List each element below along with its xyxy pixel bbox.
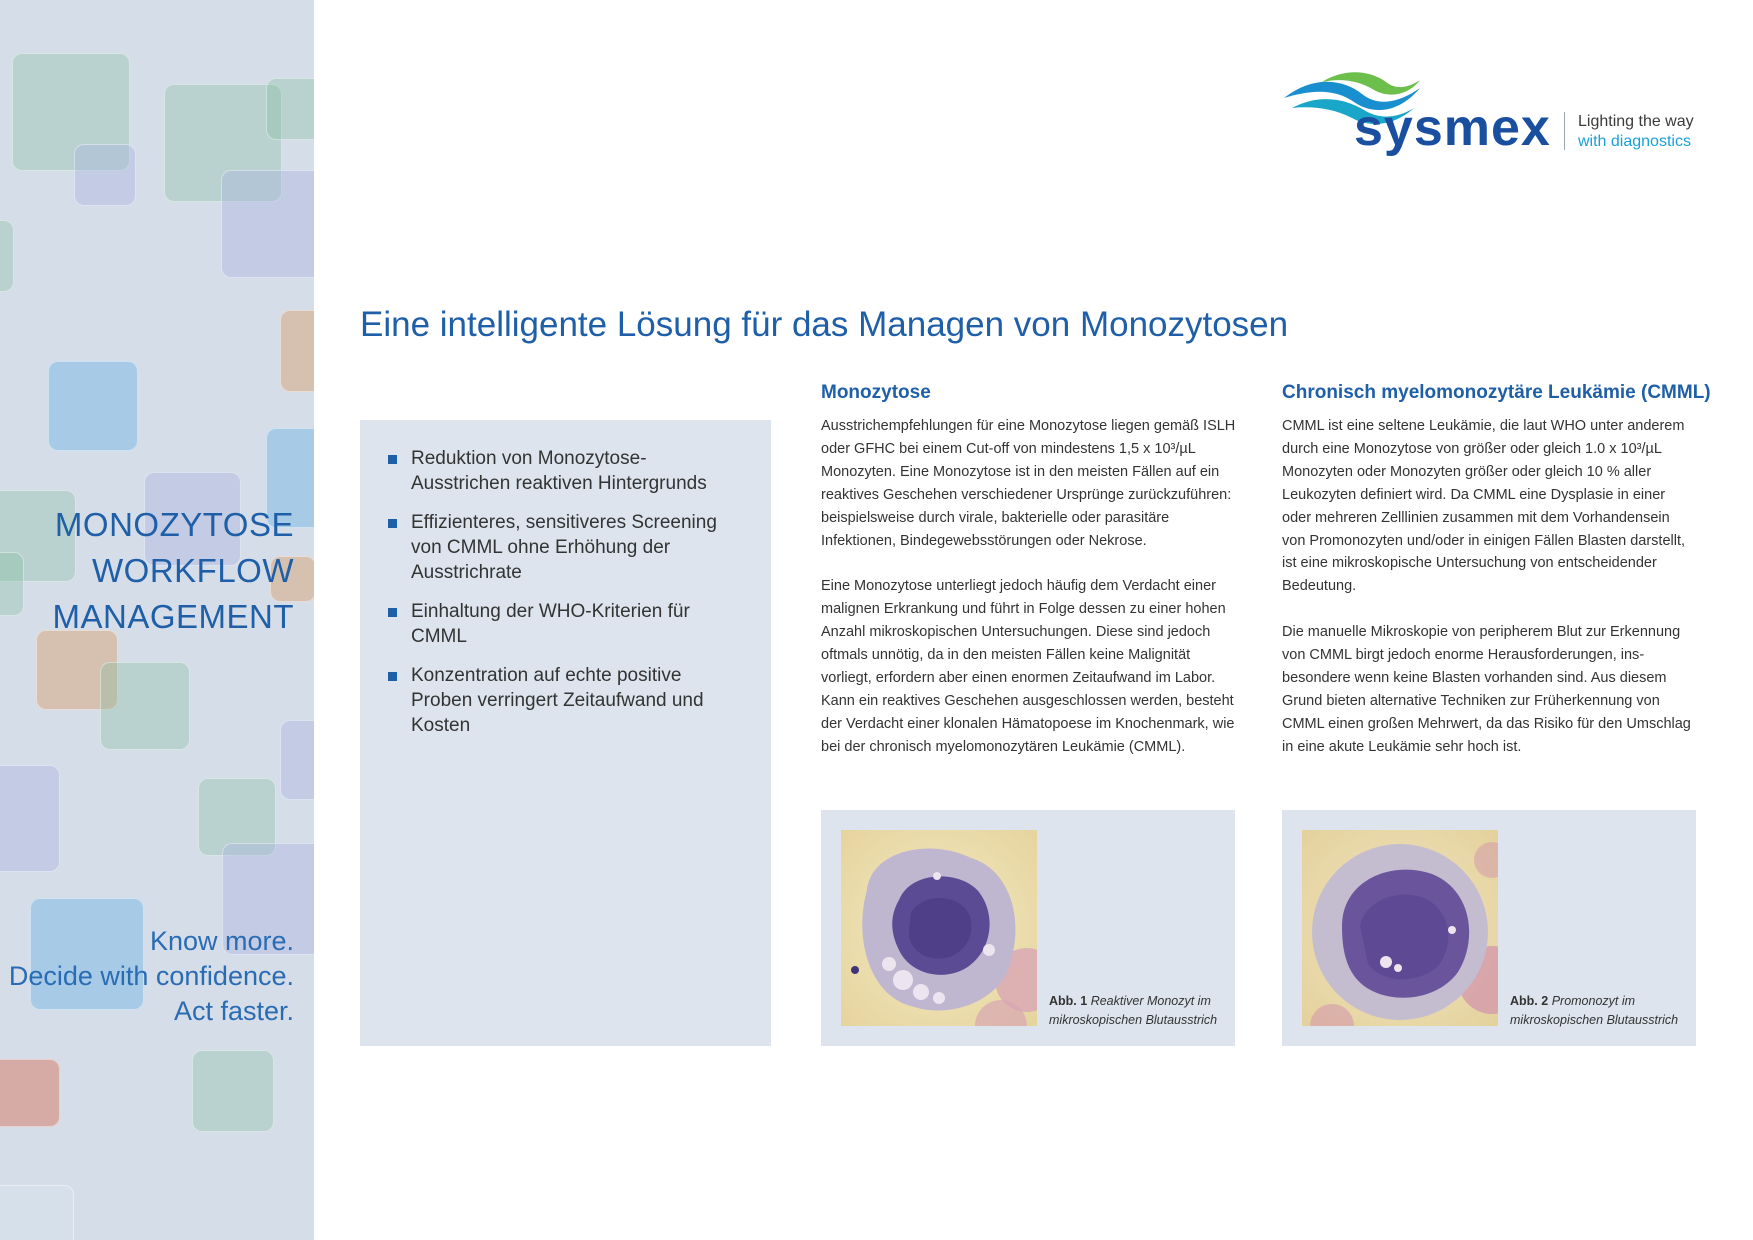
square-bullet-icon xyxy=(388,455,397,464)
sidebar-title-line: MONOZYTOSE xyxy=(54,506,294,543)
sidebar-title-line: MANAGEMENT xyxy=(52,598,294,635)
benefit-text: Effizienteres, sensitiveres Screening von CMML ohne Erhöhung der Ausstrichrate xyxy=(411,512,717,583)
body-paragraph: Eine Monozytose unterliegt jedoch häufig dem Verdacht einer malignen Erkrankung und führt in Folge dessen zu einer hohen Anzahl mikroskopischen Untersuchungen. Diese sind jedoch oftmals unnötig, da in den meisten Fällen keine Malignität vorliegt, erfordern aber einen enormen Zeitaufwand im Labor. Kann ein reaktives Geschehen ausgeschlossen werden, besteht der Verdacht einer klonalen Hämatopoese im Knochenmark, wie bei der chronisch myelomonozytären Leukämie (CMML). xyxy=(821,578,1235,755)
page-title: Eine intelligente Lösung für das Managen von Monozytosen xyxy=(360,305,1289,345)
sidebar-title xyxy=(0,502,294,640)
micrograph-reactive-monocyte xyxy=(841,830,1037,1026)
square-bullet-icon xyxy=(388,672,397,681)
body-paragraph: Die manuelle Mikroskopie von peripherem Blut zur Erkennung von CMML birgt jedoch enorme Herausforderungen, insbesondere wenn keine Blasten vorhanden sind. Aus diesem Grund bieten alternative Techniken zur Früherkennung von CMML einen großen Mehrwert, da das Risiko für den Umschlag in eine akute Leukämie sehr hoch ist. xyxy=(1282,624,1691,755)
sysmex-logo xyxy=(1282,68,1702,158)
column-heading: Chronisch myelomonozytäre Leukämie (CMML) xyxy=(1282,382,1711,403)
tagline-line: Act faster. xyxy=(173,996,294,1026)
figure-1 xyxy=(821,810,1235,1046)
benefit-text: Reduktion von Monozytose-Ausstrichen reaktiven Hintergrunds xyxy=(411,448,707,494)
logo-divider xyxy=(1564,112,1565,150)
decor-square xyxy=(280,310,314,392)
decor-square xyxy=(0,1185,74,1240)
key-benefits-box xyxy=(360,420,771,1046)
list-item xyxy=(388,599,743,649)
decor-square xyxy=(0,1059,60,1127)
figure-2 xyxy=(1282,810,1696,1046)
benefit-text: Konzentration auf echte positive Proben verringert Zeitaufwand und Kosten xyxy=(411,665,704,736)
list-item xyxy=(388,663,743,738)
micrograph-promonocyte xyxy=(1302,830,1498,1026)
figure-caption xyxy=(1049,992,1229,1030)
column-cmml xyxy=(1282,380,1711,782)
figure-label: Abb. 2 xyxy=(1510,994,1549,1008)
benefit-list xyxy=(360,420,771,738)
decor-square xyxy=(0,765,60,872)
decor-square xyxy=(221,170,314,278)
tagline-line: Decide with confidence. xyxy=(8,961,294,991)
figure-caption-text: Promonozyt im mikroskopischen Blutausstrich xyxy=(1510,994,1679,1027)
decor-square xyxy=(192,1050,274,1132)
body-paragraph: Ausstrichempfehlungen für eine Monozytose liegen gemäß ISLH oder GFHC bei einem Cut-off von mindestens 1,5 x 10³/µL Monozyten. Eine Monozytose ist in den meisten Fällen auf ein reaktives Geschehen verschiedener Ursprünge zurückzuführen: beispielsweise durch virale, bakterielle oder parasitäre Infektionen, Bindegewebsstörungen oder Nekrose. xyxy=(821,418,1236,549)
list-item xyxy=(388,446,743,496)
figure-caption-text: Reaktiver Monozyt im mikroskopischen Blutausstrich xyxy=(1049,994,1218,1027)
decor-square xyxy=(74,144,136,206)
decor-square xyxy=(280,720,314,800)
decor-square xyxy=(266,78,314,140)
decor-square xyxy=(48,361,138,451)
column-heading: Monozytose xyxy=(821,382,931,403)
benefit-text: Einhaltung der WHO-Kriterien für CMML xyxy=(411,601,690,647)
column-monozytose xyxy=(821,380,1236,782)
list-item xyxy=(388,510,743,585)
logo-tagline: Lighting the way xyxy=(1578,113,1694,130)
sidebar-tagline xyxy=(0,924,294,1029)
figure-caption xyxy=(1510,992,1690,1030)
figure-label: Abb. 1 xyxy=(1049,994,1088,1008)
logo-tagline-accent: with diagnostics xyxy=(1578,133,1691,150)
sidebar xyxy=(0,0,314,1240)
tagline-line: Know more. xyxy=(149,926,294,956)
square-bullet-icon xyxy=(388,608,397,617)
decor-square xyxy=(0,220,14,292)
square-bullet-icon xyxy=(388,519,397,528)
sidebar-title-line: WORKFLOW xyxy=(92,552,294,589)
body-paragraph: CMML ist eine seltene Leukämie, die laut WHO unter anderem durch eine Monozytose von größer oder gleich 1.0 x 10³/µL Monozyten oder Monozyten größer oder gleich 10 % aller Leukozyten definiert wird. Da CMML eine Dysplasie in einer oder mehreren Zelllinien zusammen mit dem Vorhandensein von Promonozyten und/oder in einigen Fällen Blasten darstellt, ist eine mikroskopische Untersuchung von entscheidender Bedeutung. xyxy=(1282,418,1686,595)
decor-square xyxy=(100,662,190,750)
logo-wordmark: sysmex xyxy=(1354,99,1551,157)
